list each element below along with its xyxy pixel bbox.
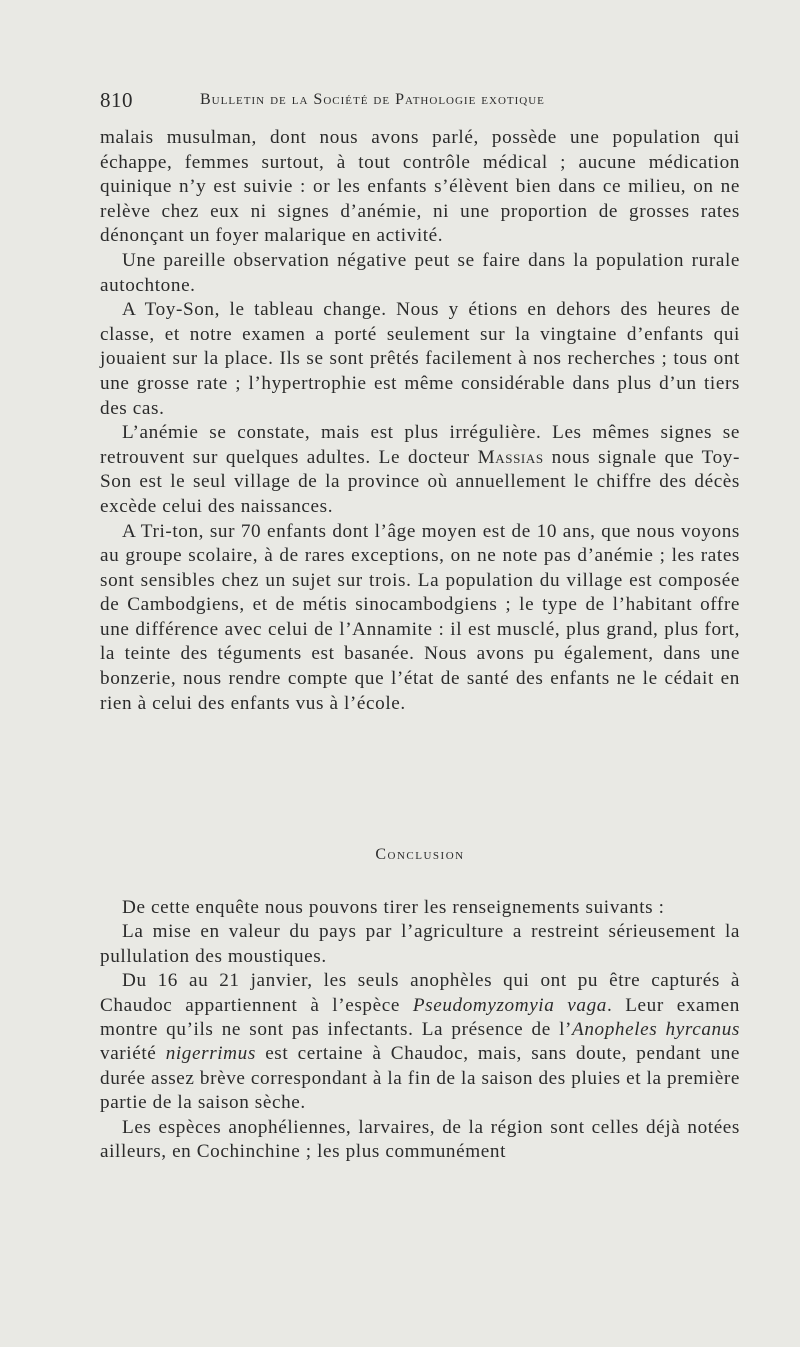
paragraph-text: L’anémie se constate, mais est plus irrégulière. Les mêmes signes se retrouvent sur quelques adultes. Le docteur	[100, 422, 740, 468]
paragraph-text: Du 16 au 21 janvier, les seuls anophèles qui ont pu être capturés à Chaudoc appartiennent à l’espèce	[100, 970, 740, 1016]
paragraph	[100, 421, 740, 519]
paragraph: malais musulman, dont nous avons parlé, possède une population qui échappe, femmes surtout, à tout contrôle médical ; aucune médication quinique n’y est suivie : or les enfants s’élèvent bien dans ce milieu, on ne relève chez eux ni signes d’anémie, ni une proportion de grosses rates dénonçant un foyer malarique en activité.	[100, 127, 740, 247]
paragraph: De cette enquête nous pouvons tirer les renseignements suivants :	[122, 897, 665, 918]
paragraph	[100, 969, 740, 1115]
species-name: Anopheles hyrcanus	[572, 1019, 740, 1041]
paragraph-text: nous signale que Toy-Son est le seul village de la province où annuellement le chiffre des décès excède celui des naissances.	[100, 446, 740, 517]
section-heading: Conclusion	[375, 846, 465, 863]
paragraph-text: . Leur examen montre qu’ils ne sont pas infectants. La présence de l’	[100, 994, 740, 1041]
paragraph: Une pareille observation négative peut se faire dans la population rurale autochtone.	[100, 249, 740, 296]
species-name: Pseudomyzomyia vaga	[412, 994, 607, 1016]
page-number: 810	[100, 88, 133, 112]
paragraph-text: est certaine à Chaudoc, mais, sans doute, pendant une durée assez brève correspondant à la fin de la saison des pluies et la première partie de la saison sèche.	[100, 1043, 740, 1114]
author-name: Massias	[477, 446, 544, 468]
page-header	[100, 88, 740, 118]
variety-name: nigerrimus	[165, 1043, 256, 1065]
article-body	[100, 126, 740, 716]
running-title: Bulletin de la Société de Pathologie exotique	[200, 91, 545, 108]
paragraph: Les espèces anophéliennes, larvaires, de la région sont celles déjà notées ailleurs, en Cochinchine ; les plus communément	[100, 1116, 740, 1163]
paragraph: A Toy-Son, le tableau change. Nous y étions en dehors des heures de classe, et notre examen a porté seulement sur la vingtaine d’enfants qui jouaient sur la place. Ils se sont prêtés facilement à nos recherches ; tous ont une grosse rate ; l’hypertrophie est même considérable dans plus d’un tiers des cas.	[100, 299, 740, 419]
conclusion-body	[100, 896, 740, 1164]
paragraph-text: variété	[100, 1043, 166, 1065]
paragraph: La mise en valeur du pays par l’agriculture a restreint sérieusement la pullulation des moustiques.	[100, 921, 740, 967]
paragraph: A Tri-ton, sur 70 enfants dont l’âge moyen est de 10 ans, que nous voyons au groupe scolaire, à de rares exceptions, on ne note pas d’anémie ; les rates sont sensibles chez un sujet sur trois. La population du village est composée de Cambodgiens, et de métis sinocambodgiens ; le type de l’habitant offre une différence avec celui de l’Annamite : il est musclé, plus grand, plus fort, la teinte des téguments est basanée. Nous avons pu également, dans une bonzerie, nous rendre compte que l’état de santé des enfants ne le cédait en rien à celui des enfants vus à l’école.	[100, 520, 740, 714]
